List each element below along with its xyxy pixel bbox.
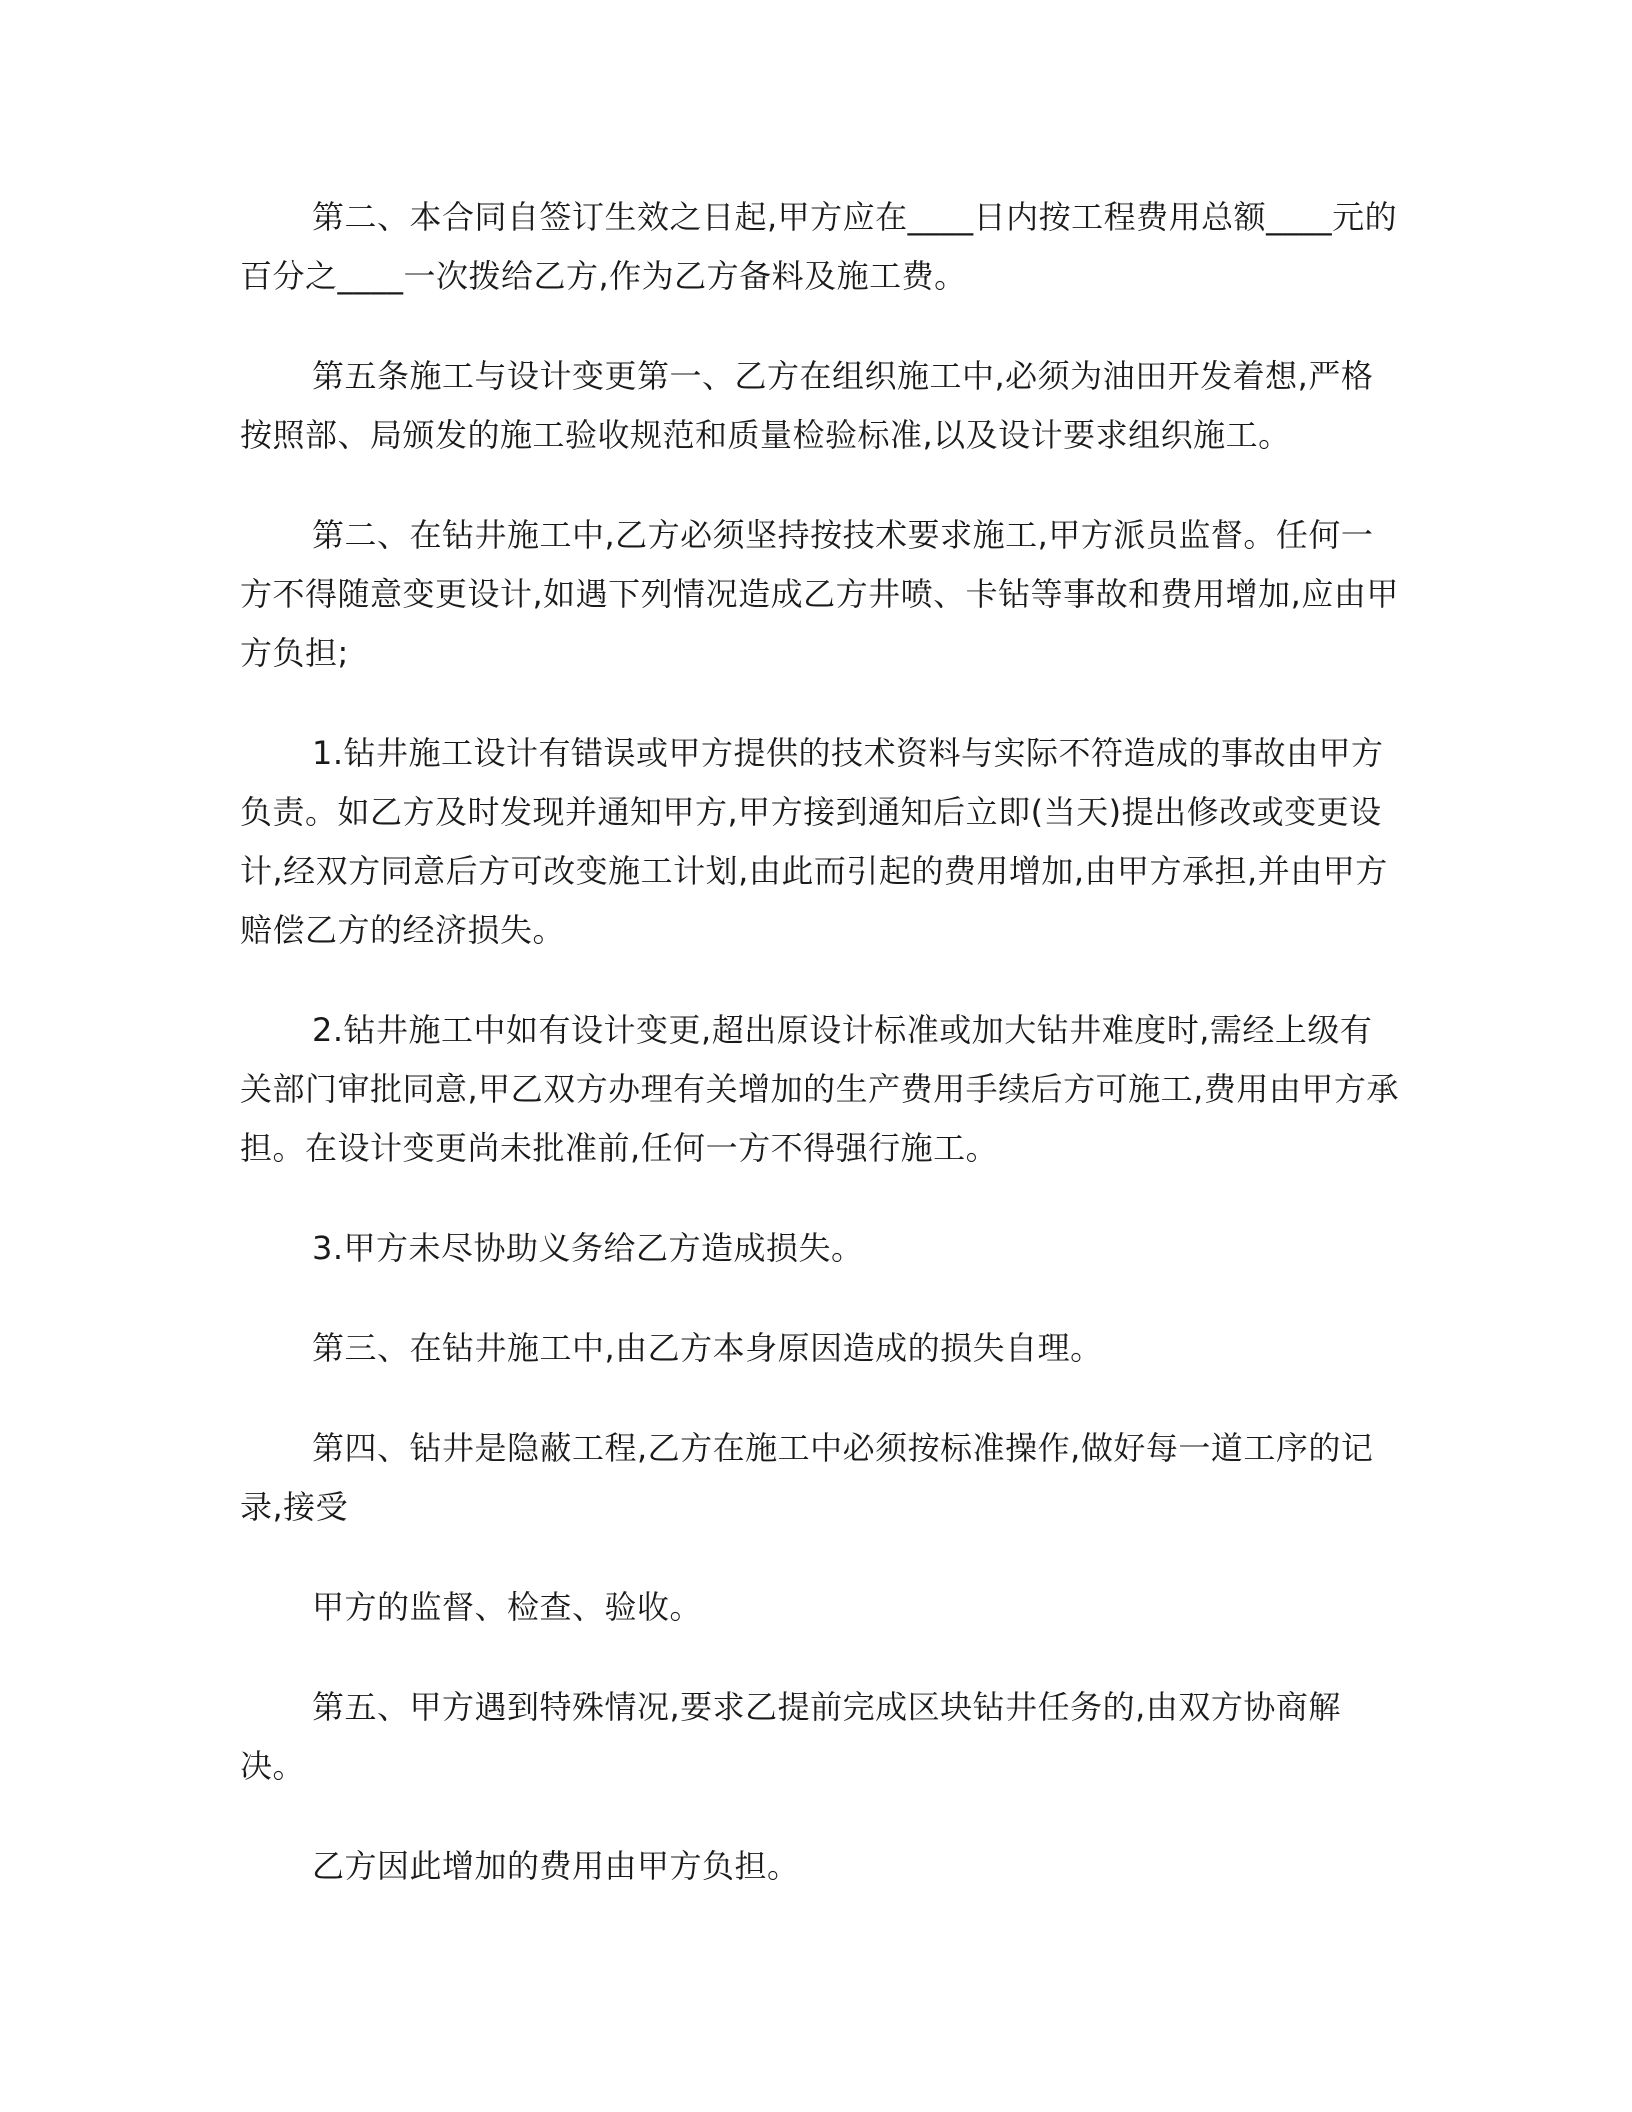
paragraph-clause-5-continued: 乙方因此增加的费用由甲方负担。 — [312, 1847, 800, 1885]
paragraph-item-2: 2.钻井施工中如有设计变更,超出原设计标准或加大钻井难度时,需经上级有关部门审批同意,甲乙双方办理有关增加的生产费用手续后方可施工,费用由甲方承担。在设计变更尚未批准前,任何一方不得强行施工。 — [240, 1011, 1399, 1167]
paragraph-clause-4: 第四、钻井是隐蔽工程,乙方在施工中必须按标准操作,做好每一道工序的记录,接受 — [240, 1429, 1374, 1526]
paragraph-clause-5: 第五、甲方遇到特殊情况,要求乙提前完成区块钻井任务的,由双方协商解决。 — [240, 1688, 1341, 1785]
paragraph-clause-3: 第三、在钻井施工中,由乙方本身原因造成的损失自理。 — [312, 1329, 1103, 1367]
paragraph-item-3: 3.甲方未尽协助义务给乙方造成损失。 — [312, 1229, 864, 1267]
paragraph-clause-2-payment: 第二、本合同自签订生效之日起,甲方应在____日内按工程费用总额____元的百分之____一次拨给乙方,作为乙方备料及施工费。 — [240, 198, 1398, 295]
document-page — [240, 188, 1400, 1896]
paragraph-clause-2-drilling: 第二、在钻井施工中,乙方必须坚持按技术要求施工,甲方派员监督。任何一方不得随意变更设计,如遇下列情况造成乙方井喷、卡钻等事故和费用增加,应由甲方负担; — [240, 516, 1399, 672]
paragraph-clause-4-continued: 甲方的监督、检查、验收。 — [312, 1588, 703, 1626]
paragraph-article-5-construction: 第五条施工与设计变更第一、乙方在组织施工中,必须为油田开发着想,严格按照部、局颁发的施工验收规范和质量检验标准,以及设计要求组织施工。 — [240, 357, 1374, 454]
paragraph-item-1: 1.钻井施工设计有错误或甲方提供的技术资料与实际不符造成的事故由甲方负责。如乙方及时发现并通知甲方,甲方接到通知后立即(当天)提出修改或变更设计,经双方同意后方可改变施工计划,由此而引起的费用增加,由甲方承担,并由甲方赔偿乙方的经济损失。 — [240, 734, 1388, 949]
